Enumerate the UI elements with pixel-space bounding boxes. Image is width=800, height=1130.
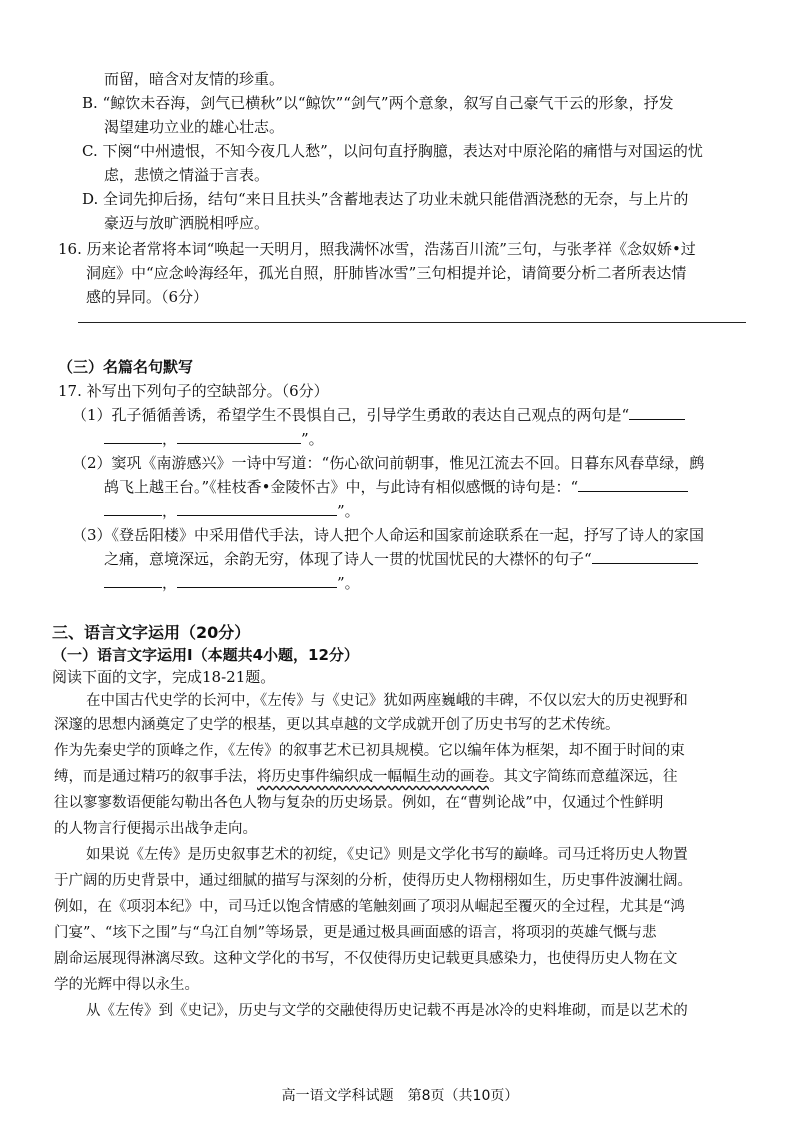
q15-option-c-line1: C. 下阕“中州遗恨，不知今夜几人愁”，以问句直抒胸臆，表达对中原沦陷的痛惜与对国运的忧 — [82, 142, 703, 160]
q17-item1-line1 — [72, 404, 685, 426]
passage-p3-line5: 剧命运展现得淋漓尽致。这种文学化的书写，不仅使得历史记载更具感染力，也使得历史人物在文 — [54, 951, 678, 967]
q15-option-a-continued: 而留，暗含对友情的珍重。 — [104, 70, 285, 88]
q17-title: 17. 补写出下列句子的空缺部分。（6分） — [58, 382, 329, 400]
q17-item3-line2 — [104, 548, 698, 570]
passage-p1-line1: 在中国古代史学的长河中，《左传》与《史记》犹如两座巍峨的丰碑，不仅以宏大的历史视野和 — [86, 693, 688, 709]
q16-answer-line[interactable] — [78, 322, 746, 323]
passage-p3-line3: 例如，在《项羽本纪》中，司马迁以饱含情感的笔触刻画了项羽从崛起至覆灭的全过程，尤其是“鸿 — [54, 899, 685, 915]
q17-item2-line3 — [104, 500, 360, 522]
passage-p2-line1: 作为先秦史学的顶峰之作，《左传》的叙事艺术已初具规模。它以编年体为框架，却不囿于时间的束 — [54, 743, 685, 759]
q16-line3: 感的异同。（6分） — [86, 288, 209, 306]
passage-p3-line2: 于广阔的历史背景中，通过细腻的描写与深刻的分析，使得历史人物栩栩如生，历史事件波澜壮阔。 — [54, 873, 692, 889]
q17-item2-blank2[interactable] — [177, 501, 337, 516]
q17-item3-line3 — [104, 572, 360, 594]
passage-p4-line1: 从《左传》到《史记》，历史与文学的交融使得历史记载不再是冰冷的史料堆砌，而是以艺术的 — [86, 1003, 688, 1019]
q17-item1-blank2[interactable] — [177, 429, 301, 444]
passage-p2-line2 — [54, 766, 678, 788]
q17-item1-comma: ， — [162, 430, 178, 448]
section-famous-lines-heading: （三）名篇名句默写 — [58, 358, 194, 376]
q17-item2-text: 鸪飞上越王台。”《桂枝香•金陵怀古》中，与此诗有相似感慨的诗句是：“ — [104, 478, 579, 496]
q17-item3-blank1-cont[interactable] — [104, 573, 162, 588]
q16-line1: 16. 历来论者常将本词“唤起一天明月，照我满怀冰雪，浩荡百川流”三句，与张孝祥《念奴娇•过 — [58, 240, 696, 258]
passage-p2-line2-a: 缚，而是通过精巧的叙事手法， — [54, 769, 257, 785]
q17-item1-text: （1）孔子循循善诱，希望学生不畏惧自己，引导学生勇敢的表达自己观点的两句是“ — [72, 406, 630, 424]
passage-p2-line2-c: 。其文字简练而意蕴深远，往 — [489, 769, 678, 785]
q17-item1-blank1[interactable] — [629, 405, 685, 420]
q17-item2-blank1-cont[interactable] — [104, 501, 162, 516]
passage-underlined-sentence: 将历史事件编织成一幅幅生动的画卷 — [257, 769, 489, 785]
q17-item3-comma: ， — [162, 574, 178, 592]
q17-item3-text: 之痛，意境深远，余韵无穷，体现了诗人一贯的忧国忧民的大襟怀的句子“ — [104, 550, 592, 568]
part3-sub1-heading: （一）语言文字运用Ⅰ（本题共4小题，12分） — [52, 646, 359, 664]
q16-line2: 洞庭》中“应念岭海经年，孤光自照，肝肺皆冰雪”三句相提并论，请简要分析二者所表达情 — [86, 264, 687, 282]
passage-p1-line2: 深邃的思想内涵奠定了史学的根基，更以其卓越的文学成就开创了历史书写的艺术传统。 — [54, 717, 620, 733]
q17-item2-line2 — [104, 476, 688, 498]
q15-option-b-line1: B. “鲸饮未吞海，剑气已横秋”以“鲸饮”“剑气”两个意象，叙写自己豪气干云的形象，抒发 — [82, 94, 674, 112]
q17-item3-end: ”。 — [337, 574, 360, 592]
passage-p3-line6: 学的光辉中得以永生。 — [54, 977, 199, 993]
q15-option-d-line1: D. 全词先抑后扬，结句“来日且扶头”含蓄地表达了功业未就只能借酒浇愁的无奈，与上片的 — [82, 190, 689, 208]
q17-item1-end: ”。 — [301, 430, 324, 448]
q17-item1-blank1-cont[interactable] — [104, 429, 162, 444]
page-footer: 高一语文学科试题 第8页（共10页） — [281, 1088, 519, 1104]
q15-option-b-line2: 渴望建功立业的雄心壮志。 — [104, 118, 285, 136]
q15-option-d-line2: 豪迈与放旷洒脱相呼应。 — [104, 214, 270, 232]
part3-heading: 三、语言文字运用（20分） — [52, 623, 251, 642]
q17-item2-line1: （2）窦巩《南游感兴》一诗中写道：“伤心欲问前朝事，惟见江流去不回。日暮东风春草绿，鹧 — [72, 454, 705, 472]
passage-p2-line3: 往以寥寥数语便能勾勒出各色人物与复杂的历史场景。例如，在“曹刿论战”中，仅通过个性鲜明 — [54, 795, 664, 811]
passage-p3-line4: 门宴”、“垓下之围”与“乌江自刎”等场景，更是通过极具画面感的语言，将项羽的英雄气慨与悲 — [54, 925, 657, 941]
q17-item3-blank1[interactable] — [592, 549, 698, 564]
part3-instruction: 阅读下面的文字，完成18-21题。 — [52, 668, 276, 686]
q17-item2-end: ”。 — [337, 502, 360, 520]
q17-item1-line2 — [104, 428, 324, 450]
q17-item2-blank1[interactable] — [578, 477, 688, 492]
q17-item3-blank2[interactable] — [177, 573, 337, 588]
q17-item3-line1: （3）《登岳阳楼》中采用借代手法，诗人把个人命运和国家前途联系在一起，抒写了诗人的家国 — [72, 526, 705, 544]
q15-option-c-line2: 虑，悲愤之情溢于言表。 — [104, 166, 270, 184]
q17-item2-comma: ， — [162, 502, 178, 520]
passage-p2-line4: 的人物言行便揭示出战争走向。 — [54, 821, 257, 837]
passage-p3-line1: 如果说《左传》是历史叙事艺术的初绽，《史记》则是文学化书写的巅峰。司马迁将历史人物置 — [86, 847, 688, 863]
